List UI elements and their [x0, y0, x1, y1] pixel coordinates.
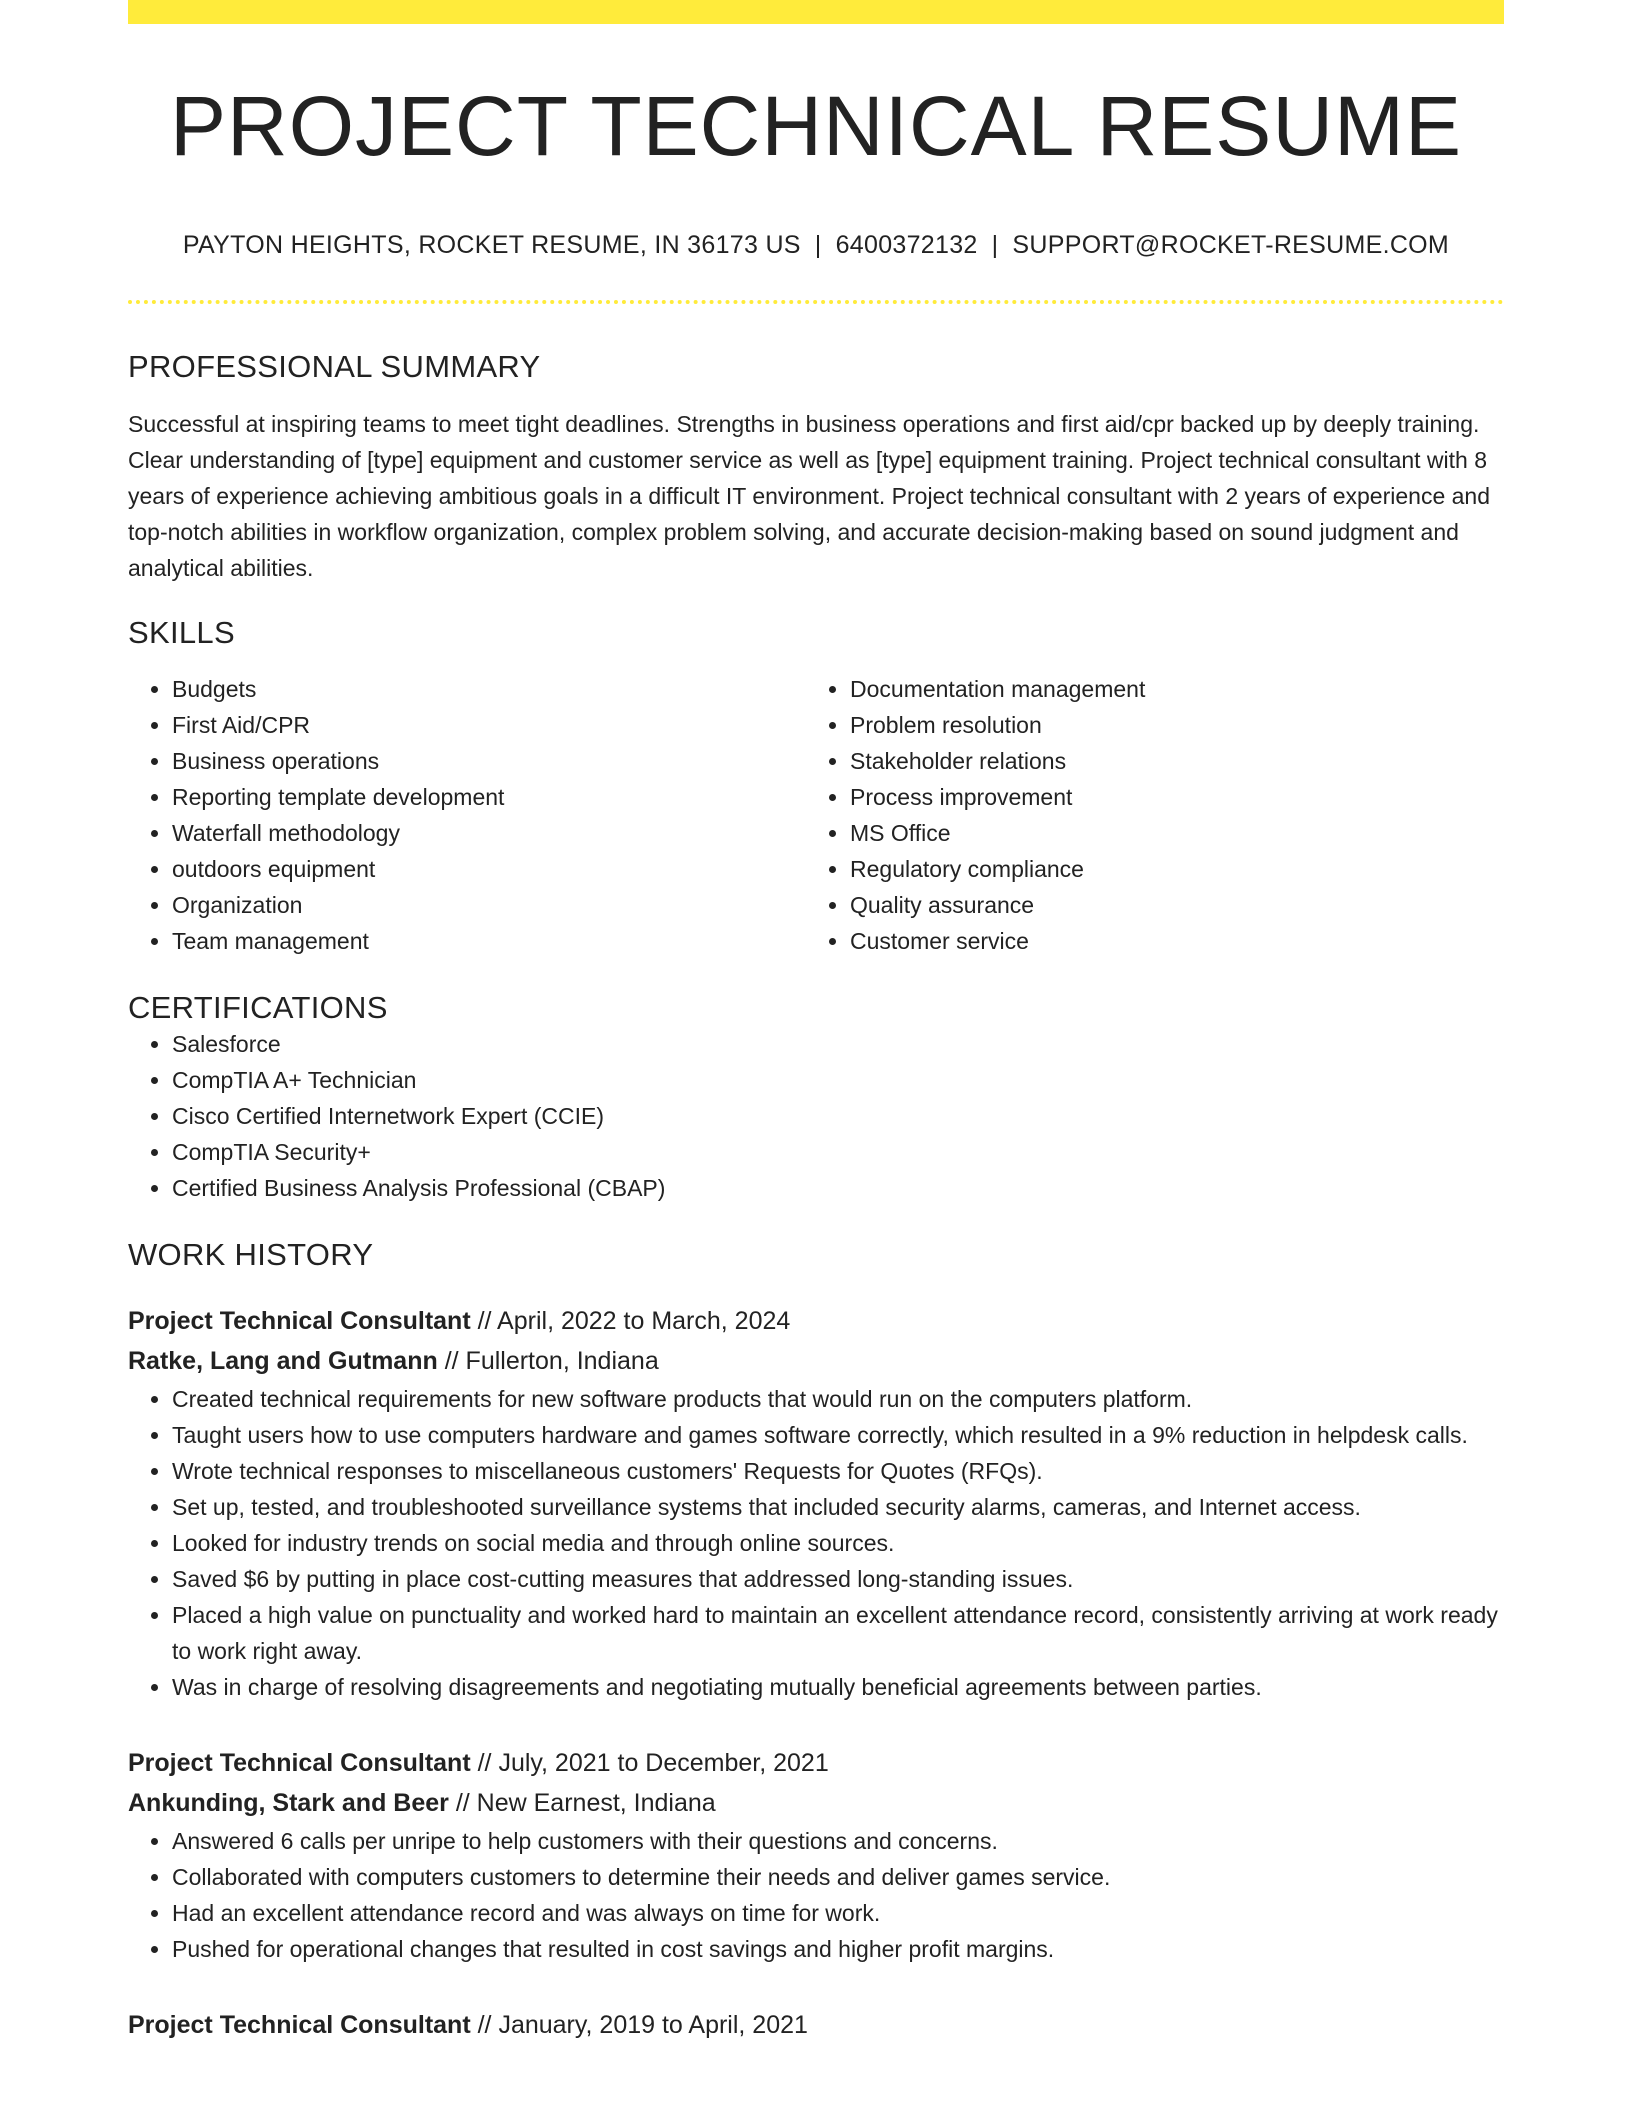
- work-history-heading: WORK HISTORY: [128, 1236, 374, 1272]
- job-entry: [128, 1743, 1504, 1967]
- job-bullet: • Was in charge of resolving disagreements and negotiating mutually beneficial agreements between parties.: [172, 1669, 1504, 1705]
- contact-separator: |: [991, 231, 999, 260]
- job-bullet-list: [128, 1381, 1504, 1705]
- job-title: Project Technical Consultant: [128, 2011, 471, 2040]
- skill-item: • First Aid/CPR: [172, 707, 806, 743]
- job-bullet: • Pushed for operational changes that resulted in cost savings and higher profit margins.: [172, 1931, 1504, 1967]
- skill-item: • Business operations: [172, 743, 806, 779]
- dotted-divider: [128, 300, 1504, 304]
- certification-item: • CompTIA Security+: [172, 1134, 1504, 1170]
- skills-column-right: [806, 671, 1484, 959]
- certification-item: • Salesforce: [172, 1026, 1504, 1062]
- skill-item: • Reporting template development: [172, 779, 806, 815]
- job-bullet: • Collaborated with computers customers to determine their needs and deliver games service.: [172, 1859, 1504, 1895]
- job-bullet-list: [128, 1823, 1504, 1967]
- skill-item: • outdoors equipment: [172, 851, 806, 887]
- job-location: // New Earnest, Indiana: [448, 1789, 716, 1818]
- contact-line: [128, 230, 1504, 260]
- job-dates: // January, 2019 to April, 2021: [470, 2011, 808, 2040]
- job-dates: // April, 2022 to March, 2024: [470, 1307, 791, 1336]
- certification-item: • CompTIA A+ Technician: [172, 1062, 1504, 1098]
- job-entry: [128, 1301, 1504, 1705]
- job-title-line: [128, 1301, 1504, 1341]
- job-title-line: [128, 2005, 1504, 2045]
- skills-column-left: [128, 671, 806, 959]
- contact-separator: |: [814, 231, 822, 260]
- job-company-line: [128, 1341, 1504, 1381]
- certification-item: • Cisco Certified Internetwork Expert (CCIE): [172, 1098, 1504, 1134]
- summary-heading: PROFESSIONAL SUMMARY: [128, 349, 541, 385]
- job-title: Project Technical Consultant: [128, 1307, 471, 1336]
- skills-list-left: [128, 671, 806, 959]
- job-bullet: • Taught users how to use computers hardware and games software correctly, which resulted in a 9% reduction in helpdesk calls.: [172, 1417, 1504, 1453]
- certification-item: • Certified Business Analysis Professional (CBAP): [172, 1170, 1504, 1206]
- job-bullet: • Looked for industry trends on social media and through online sources.: [172, 1525, 1504, 1561]
- summary-text: Successful at inspiring teams to meet tight deadlines. Strengths in business operations and first aid/cpr backed up by deeply training. Clear understanding of [type] equipment and customer service as well as [type] equipment training. Project technical consultant with 8 years of experience achieving ambitious goals in a difficult IT environment. Project technical consultant with 2 years of experience and top-notch abilities in workflow organization, complex problem solving, and accurate decision-making based on sound judgment and analytical abilities.: [128, 410, 1491, 581]
- skill-item: • Organization: [172, 887, 806, 923]
- job-location: // Fullerton, Indiana: [437, 1347, 659, 1376]
- job-bullet: • Wrote technical responses to miscellaneous customers' Requests for Quotes (RFQs).: [172, 1453, 1504, 1489]
- contact-email: SUPPORT@ROCKET-RESUME.COM: [1012, 231, 1450, 260]
- job-bullet: • Answered 6 calls per unripe to help customers with their questions and concerns.: [172, 1823, 1504, 1859]
- certifications-heading: CERTIFICATIONS: [128, 989, 388, 1025]
- skills-section: [128, 614, 1504, 959]
- skill-item: • Problem resolution: [850, 707, 1484, 743]
- job-bullet: • Created technical requirements for new software products that would run on the computers platform.: [172, 1381, 1504, 1417]
- work-history-section: [128, 1236, 1504, 2045]
- contact-phone: 6400372132: [835, 231, 978, 260]
- resume-page: [128, 0, 1504, 2045]
- skill-item: • MS Office: [850, 815, 1484, 851]
- job-dates: // July, 2021 to December, 2021: [470, 1749, 829, 1778]
- job-title-line: [128, 1743, 1504, 1783]
- skill-item: • Process improvement: [850, 779, 1484, 815]
- summary-section: [128, 348, 1504, 585]
- job-title: Project Technical Consultant: [128, 1749, 471, 1778]
- job-company: Ankunding, Stark and Beer: [128, 1789, 449, 1818]
- skill-item: • Team management: [172, 923, 806, 959]
- contact-address: PAYTON HEIGHTS, ROCKET RESUME, IN 36173 US: [182, 231, 801, 260]
- accent-top-bar: [128, 0, 1504, 24]
- job-bullet: • Placed a high value on punctuality and worked hard to maintain an excellent attendance record, consistently arriving at work ready to work right away.: [172, 1597, 1504, 1669]
- skill-item: • Budgets: [172, 671, 806, 707]
- skill-item: • Documentation management: [850, 671, 1484, 707]
- skill-item: • Regulatory compliance: [850, 851, 1484, 887]
- skill-item: • Customer service: [850, 923, 1484, 959]
- job-bullet: • Had an excellent attendance record and was always on time for work.: [172, 1895, 1504, 1931]
- certifications-section: [128, 989, 1504, 1206]
- job-bullet: • Set up, tested, and troubleshooted surveillance systems that included security alarms, cameras, and Internet access.: [172, 1489, 1504, 1525]
- skill-item: • Stakeholder relations: [850, 743, 1484, 779]
- skills-list-right: [806, 671, 1484, 959]
- certifications-list: [128, 1026, 1504, 1206]
- skills-columns: [128, 671, 1504, 959]
- job-entry: [128, 2005, 1504, 2045]
- job-company-line: [128, 1783, 1504, 1823]
- resume-title: PROJECT TECHNICAL RESUME: [170, 79, 1462, 173]
- job-company: Ratke, Lang and Gutmann: [128, 1347, 438, 1376]
- job-bullet: • Saved $6 by putting in place cost-cutting measures that addressed long-standing issues.: [172, 1561, 1504, 1597]
- skill-item: • Quality assurance: [850, 887, 1484, 923]
- skill-item: • Waterfall methodology: [172, 815, 806, 851]
- skills-heading: SKILLS: [128, 614, 235, 650]
